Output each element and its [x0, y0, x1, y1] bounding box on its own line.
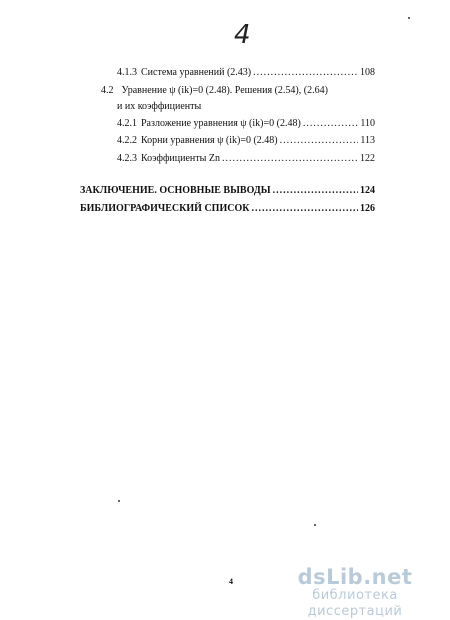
page-number: 4	[229, 577, 233, 586]
toc-entry-title: Коэффициенты Zn	[141, 153, 220, 164]
handwritten-page-mark: 4	[234, 20, 251, 50]
toc-entry	[117, 134, 375, 148]
watermark	[265, 566, 445, 620]
toc-entry	[117, 66, 375, 80]
scan-speck	[408, 17, 410, 19]
toc-entry-title: Разложение уравнения ψ (ik)=0 (2.48)	[141, 118, 301, 129]
toc-entry-page: 113	[360, 135, 375, 146]
toc-entry-number: 4.2.3	[117, 153, 137, 164]
toc-entry-number: 4.2	[101, 85, 114, 96]
toc-leader-dots	[273, 184, 358, 198]
toc-entry-number: 4.1.3	[117, 67, 137, 78]
toc-main-title: БИБЛИОГРАФИЧЕСКИЙ СПИСОК	[80, 203, 250, 214]
toc-entry	[117, 152, 375, 166]
toc-entry-page: 110	[360, 118, 375, 129]
watermark-brand: dsLib.net	[297, 565, 413, 589]
toc-entry	[101, 84, 381, 98]
scan-speck	[118, 500, 120, 502]
watermark-subtitle: библиотека диссертаций	[307, 588, 403, 619]
toc-leader-dots	[253, 66, 358, 80]
toc-entry-page: 108	[360, 67, 375, 78]
toc-entry-title: Система уравнений (2.43)	[141, 67, 252, 78]
toc-main-page: 126	[360, 203, 375, 214]
toc-entry-continuation: и их коэффициенты	[117, 101, 202, 112]
toc-leader-dots	[222, 152, 358, 166]
toc-leader-dots	[251, 202, 358, 216]
toc-main-entry	[80, 184, 375, 198]
toc-entry	[117, 117, 375, 131]
toc-entry-page: 122	[360, 153, 375, 164]
toc-entry-title: Уравнение ψ (ik)=0 (2.48). Решения (2.54), (2.64)	[121, 85, 328, 96]
toc-main-title: ЗАКЛЮЧЕНИЕ. ОСНОВНЫЕ ВЫВОДЫ	[80, 185, 271, 196]
toc-leader-dots	[280, 134, 359, 148]
scan-speck	[314, 524, 316, 526]
toc-entry-number: 4.2.2	[117, 135, 137, 146]
toc-entry-number: 4.2.1	[117, 118, 137, 129]
toc-main-page: 124	[360, 185, 375, 196]
toc-entry-title: Корни уравнения ψ (ik)=0 (2.48)	[141, 135, 278, 146]
toc-main-entry	[80, 202, 375, 216]
toc-leader-dots	[303, 117, 359, 131]
